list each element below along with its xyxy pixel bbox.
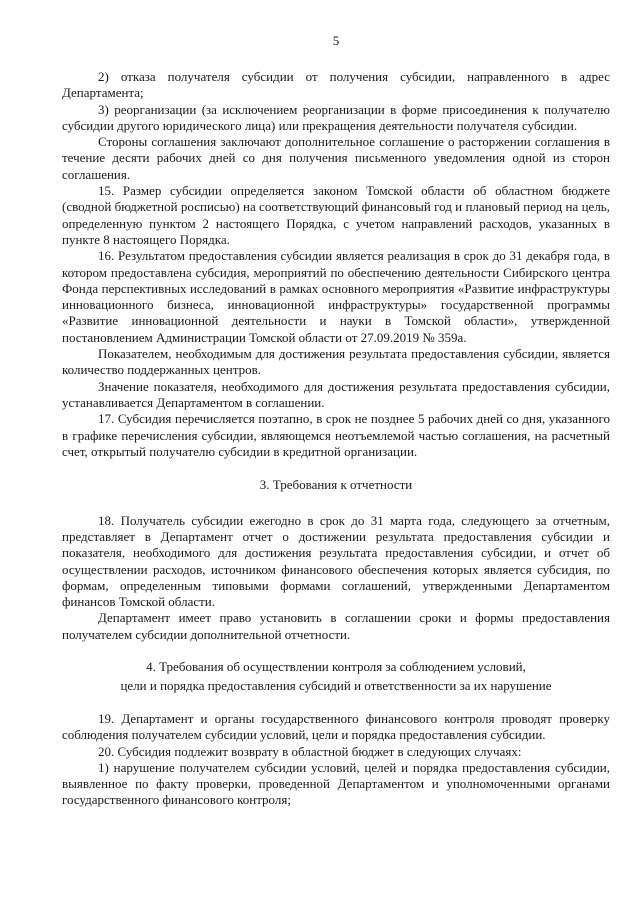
section-3-title: 3. Требования к отчетности	[259, 477, 413, 493]
section-3-heading	[62, 476, 610, 495]
page-number: 5	[332, 33, 340, 48]
section-4-title-line-2: цели и порядка предоставления субсидий и ответственности за их нарушение	[120, 677, 552, 693]
paragraph: 15. Размер субсидии определяется законом Томской области об областном бюджете (сводной бюджетной росписью) на соответствующий финансовый год и плановый период на цель, определенную пунктом 2 настоящего Порядка, с учетом направлений расходов, указанных в пункте 8 настоящего Порядка.	[62, 183, 610, 247]
paragraph: 19. Департамент и органы государственного финансового контроля проводят проверку соблюдения получателем субсидии условий, цели и порядка предоставления субсидии.	[62, 711, 610, 743]
body-part-3	[62, 711, 610, 809]
paragraph: 2) отказа получателя субсидии от получения субсидии, направленного в адрес Департамента;	[62, 69, 610, 101]
paragraph: Показателем, необходимым для достижения результата предоставления субсидии, является количество поддержанных центров.	[62, 346, 610, 378]
paragraph: 1) нарушение получателем субсидии условий, целей и порядка предоставления субсидии, выявленное по факту проверки, проведенной Департаментом и уполномоченными органами государственного финансового контроля;	[62, 759, 610, 808]
section-4-title-line-1: 4. Требования об осуществлении контроля за соблюдением условий,	[146, 659, 526, 674]
paragraph: Значение показателя, необходимого для достижения результата предоставления субсидии, устанавливается Департаментом в соглашении.	[62, 378, 610, 410]
paragraph: 18. Получатель субсидии ежегодно в срок до 31 марта года, следующего за отчетным, представляет в Департамент отчет о достижении результата предоставления субсидии и показателя, необходимого для достижения результата предоставления субсидии, и отчет об осуществлении расходов, источником финансового обеспечения которых является субсидия, по формам, определенным типовыми формами соглашений, утвержденными Департаментом финансов Томской области.	[62, 512, 610, 610]
section-4-heading	[62, 658, 610, 695]
paragraph: Департамент имеет право установить в соглашении сроки и формы предоставления получателем субсидии дополнительной отчетности.	[62, 610, 610, 642]
paragraph: 17. Субсидия перечисляется поэтапно, в срок не позднее 5 рабочих дней со дня, указанного в графике перечисления субсидии, являющемся неотъемлемой частью соглашения, на расчетный счет, открытый получателю субсидии в кредитной организации.	[62, 411, 610, 459]
paragraph: Стороны соглашения заключают дополнительное соглашение о расторжении соглашения в течение десяти рабочих дней со дня получения письменного уведомления одной из сторон соглашения.	[62, 134, 610, 182]
paragraph: 3) реорганизации (за исключением реорганизации в форме присоединения к получателю субсидии другого юридического лица) или прекращения деятельности получателя субсидии.	[62, 101, 610, 133]
body-part-1	[62, 69, 610, 460]
paragraph: 20. Субсидия подлежит возврату в областной бюджет в следующих случаях:	[98, 743, 522, 759]
document-page	[62, 0, 610, 809]
paragraph: 16. Результатом предоставления субсидии является реализация в срок до 31 декабря года, в котором предоставлена субсидия, мероприятий по обеспечению деятельности Сибирского центра Фонда перспективных исследований в рамках основного мероприятия «Развитие инфраструктуры инновационного бизнеса, инновационной инфраструктуры» государственной программы «Развитие инновационной деятельности и науки в Томской области», утвержденной постановлением Администрации Томской области от 27.09.2019 № 359а.	[62, 248, 610, 345]
body-part-2	[62, 513, 610, 643]
